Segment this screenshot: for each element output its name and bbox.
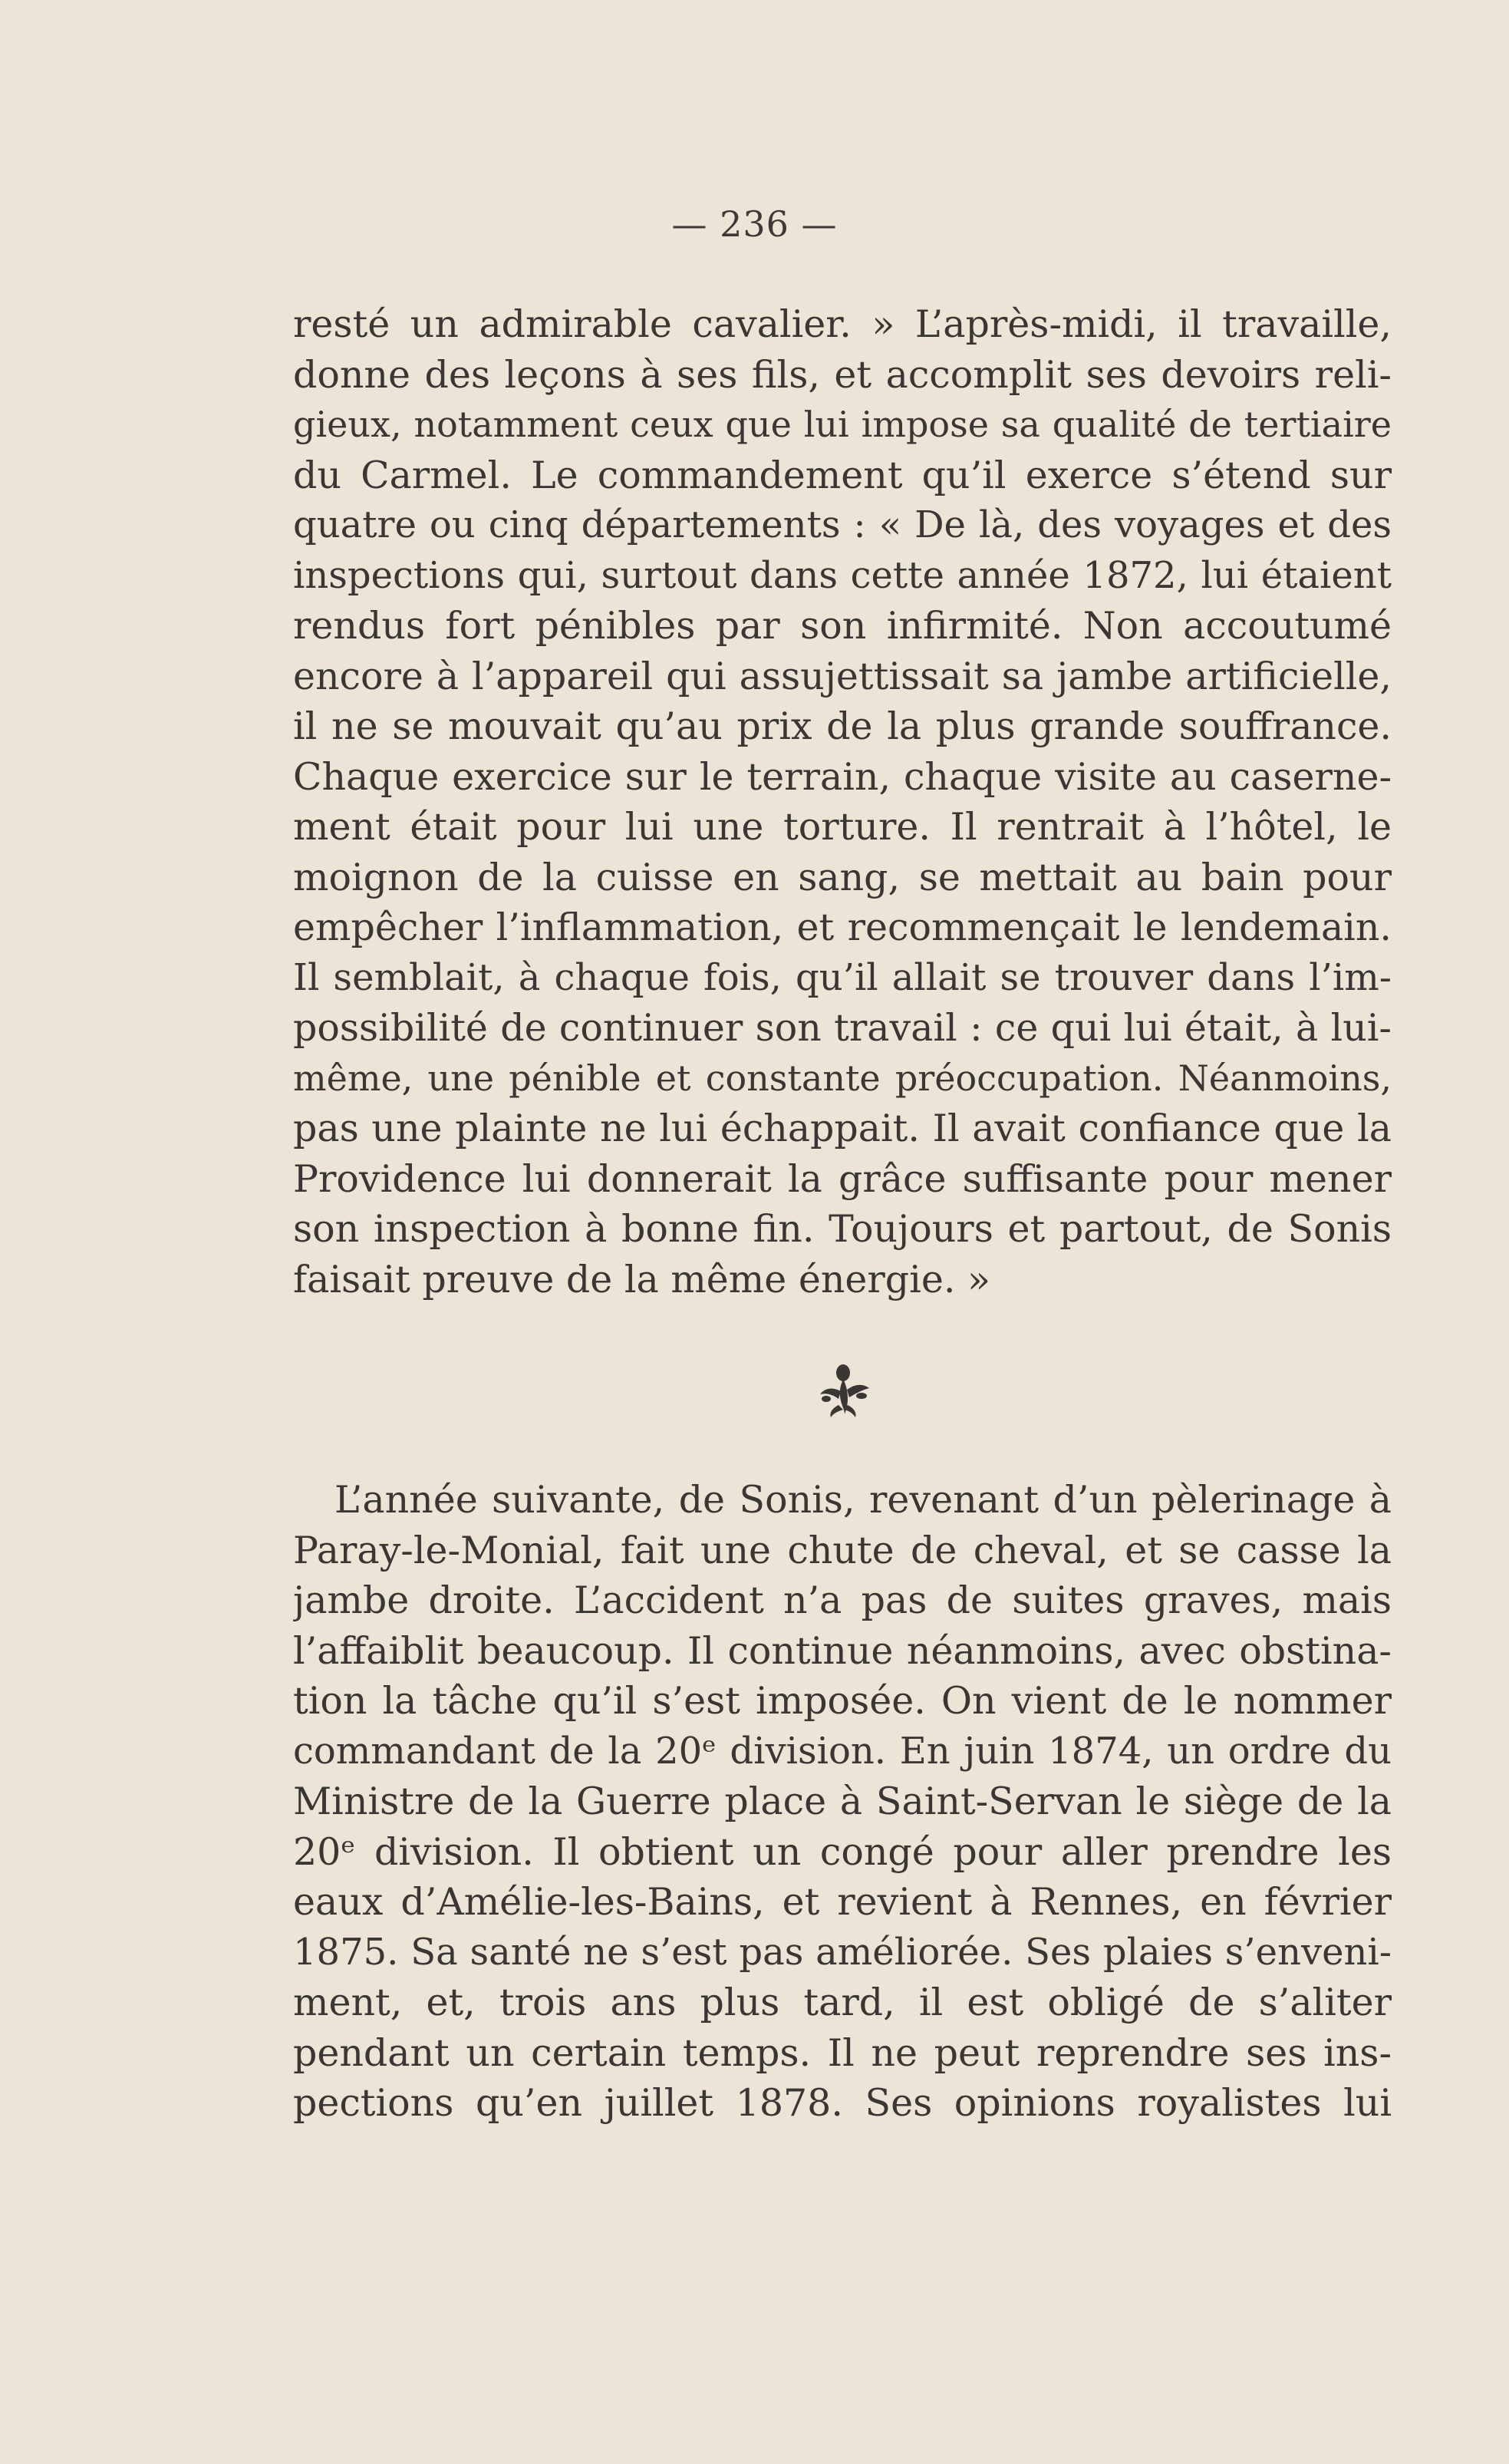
text-line: tion la tâche qu’il s’est imposée. On vient de le nommer [293, 1679, 1392, 1723]
text-line: resté un admirable cavalier. » L’après-midi, il travaille, [293, 302, 1392, 346]
text-line: encore à l’appareil qui assujettissait sa jambe artificielle, [293, 654, 1392, 698]
text-line: 20ᵉ division. Il obtient un congé pour aller prendre les [293, 1829, 1392, 1874]
text-line: Paray-le-Monial, fait une chute de cheval, et se casse la [293, 1528, 1392, 1572]
text-line: inspections qui, surtout dans cette année 1872, lui étaient [293, 553, 1392, 597]
text-line: eaux d’Amélie-les-Bains, et revient à Rennes, en février [293, 1880, 1392, 1924]
text-line: pections qu’en juillet 1878. Ses opinions royalistes lui [293, 2081, 1392, 2125]
text-line: L’année suivante, de Sonis, revenant d’un pèlerinage à [334, 1478, 1392, 1522]
text-line: pas une plainte ne lui échappait. Il avait confiance que la [293, 1107, 1392, 1150]
text-line: son inspection à bonne fin. Toujours et partout, de Sonis [293, 1207, 1392, 1251]
text-line: ment, et, trois ans plus tard, il est obligé de s’aliter [293, 1981, 1392, 2024]
text-line: Chaque exercice sur le terrain, chaque visite au caserne- [293, 754, 1392, 799]
fleuron-icon [815, 1361, 874, 1419]
text-line: il ne se mouvait qu’au prix de la plus grande souffrance. [293, 704, 1392, 748]
text-line: 1875. Sa santé ne s’est pas améliorée. Ses plaies s’enveni- [293, 1930, 1392, 1974]
text-line: moignon de la cuisse en sang, se mettait au bain pour [293, 855, 1392, 899]
text-line: gieux, notamment ceux que lui impose sa qualité de tertiaire [293, 404, 1392, 445]
text-line: donne des leçons à ses fils, et accomplit ses devoirs reli- [293, 352, 1392, 397]
text-line: jambe droite. L’accident n’a pas de suites graves, mais [293, 1578, 1392, 1622]
text-line: l’affaiblit beaucoup. Il continue néanmoins, avec obstina- [293, 1628, 1392, 1673]
text-line: possibilité de continuer son travail : ce qui lui était, à lui- [293, 1006, 1392, 1050]
text-line: Il semblait, à chaque fois, qu’il allait se trouver dans l’im- [293, 955, 1392, 999]
text-line: ment était pour lui une torture. Il rentrait à l’hôtel, le [293, 805, 1392, 849]
text-line: quatre ou cinq départements : « De là, des voyages et des [293, 503, 1392, 546]
text-line: même, une pénible et constante préoccupation. Néanmoins, [293, 1057, 1392, 1099]
text-line: Ministre de la Guerre place à Saint-Servan le siège de la [293, 1780, 1392, 1823]
text-line: du Carmel. Le commandement qu’il exerce s’étend sur [293, 453, 1392, 497]
paragraph-2 [293, 1475, 1392, 2129]
text-line: commandant de la 20ᵉ division. En juin 1874, un ordre du [293, 1729, 1392, 1773]
text-line: rendus fort pénibles par son infirmité. Non accoutumé [293, 604, 1392, 648]
page-number: — 236 — [671, 203, 838, 245]
paragraph-1 [293, 299, 1392, 1305]
text-line: pendant un certain temps. Il ne peut reprendre ses ins- [293, 2030, 1392, 2075]
text-line: Providence lui donnerait la grâce suffisante pour mener [293, 1156, 1392, 1201]
text-line: empêcher l’inflammation, et recommençait le lendemain. [293, 905, 1392, 949]
text-line: faisait preuve de la même énergie. » [293, 1257, 990, 1301]
